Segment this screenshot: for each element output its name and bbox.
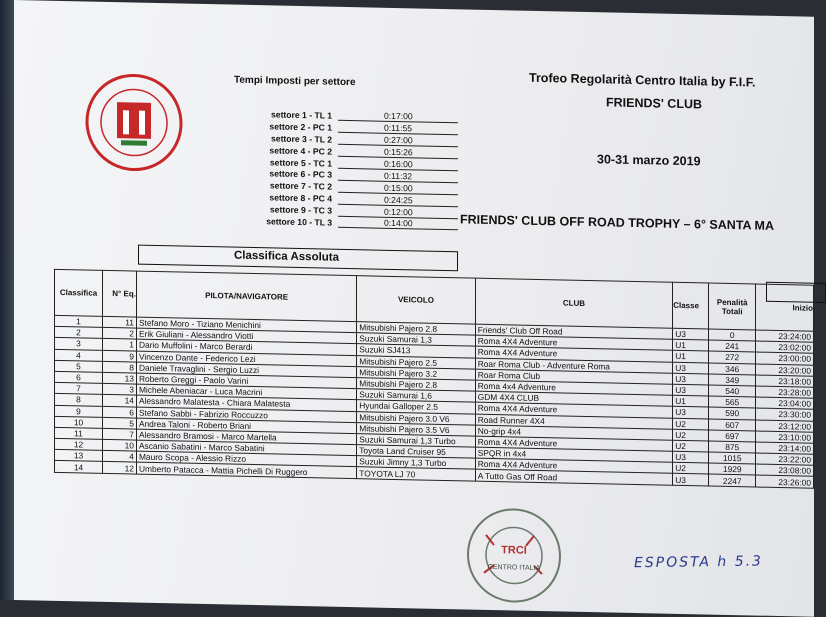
cell-vehicle: Suzuki Samurai 1,3 Turbo [357,434,475,448]
cell-penalty: 590 [709,407,756,419]
cell-club: Roar Roma Club - Adventure Roma [475,358,673,373]
cell-class: U2 [673,429,709,441]
cell-rank: 12 [55,438,103,450]
cell-club: Roma 4X4 Adventure [475,335,673,350]
cell-number: 12 [103,462,137,474]
cell-pilot: Ascanio Sabatini - Marco Sabatini [136,440,356,456]
cell-club: Friends' Club Off Road [475,324,673,339]
cell-number: 2 [103,328,137,340]
fif-logo [84,71,184,173]
cell-rank: 2 [55,327,103,339]
cell-rank: 3 [55,338,103,350]
cell-club: A Tutto Gas Off Road [475,470,673,485]
sector-time: 0:11:55 [338,122,458,136]
cell-pilot: Roberto Greggi - Paolo Varini [136,373,356,389]
cell-club: Roma 4X4 Adventure [475,458,673,473]
organizer-club: FRIENDS' CLUB [606,95,703,112]
sector-label: settore 5 - TC 1 [269,156,332,169]
cell-number: 3 [103,383,137,395]
cell-club: Roar Roma Club [475,369,673,384]
sector-time: 0:17:00 [338,110,458,124]
cell-rank: 7 [55,382,103,394]
cell-vehicle: Suzuki Samurai 1,6 [357,389,475,403]
cell-start: 23:00:00 [756,352,814,364]
cell-vehicle: Mitsubishi Pajero 3.2 [357,366,475,380]
cell-number: 14 [103,395,137,407]
sector-label: settore 1 - TL 1 [271,109,332,121]
cell-penalty: 346 [709,363,756,375]
cell-rank: 13 [55,450,103,462]
cell-penalty: 697 [709,430,756,442]
classification-title: Classifica Assoluta [138,245,458,272]
cell-class: U3 [673,328,709,340]
cell-pilot: Vincenzo Dante - Federico Lezi [136,351,356,367]
cell-pilot: Umberto Patacca - Mattia Pichelli Di Ruggero [136,463,356,479]
cell-penalty: 1015 [709,452,756,464]
cell-class: U2 [673,463,709,475]
cell-vehicle: Mitsubishi Pajero 2.8 [357,322,475,336]
cell-vehicle: Suzuki Jimny 1,3 Turbo [357,456,475,470]
cell-pilot: Dario Muffolini - Marco Berardi [136,339,356,355]
cell-rank: 14 [55,461,103,473]
results-body [55,315,814,488]
cell-rank: 11 [55,427,103,439]
cell-vehicle: Mitsubishi Pajero 2.8 [357,378,475,392]
cell-pilot: Erik Giuliani - Alessandro Viotti [136,328,356,344]
event-dates: 30-31 marzo 2019 [597,152,701,169]
cell-club: Roma 4x4 Adventure [475,380,673,395]
cell-pilot: Alessandro Bramosi - Marco Martella [136,429,356,445]
cell-penalty: 241 [709,340,756,352]
cell-class: U3 [673,362,709,374]
cell-number: 8 [103,361,137,373]
sector-time: 0:12:00 [338,205,458,219]
results-sheet [14,0,814,617]
sector-label: settore 3 - TL 2 [271,133,332,145]
cell-start: 23:20:00 [756,364,814,376]
cell-start: 23:22:00 [756,453,814,465]
cell-vehicle: Mitsubishi Pajero 2.5 [357,355,475,369]
cell-start: 23:30:00 [756,408,814,420]
col-header-penalty: Penalità Totali [709,283,756,330]
cell-class: U3 [673,373,709,385]
cell-number: 13 [103,372,137,384]
sector-time: 0:16:00 [338,158,458,172]
sector-time: 0:15:00 [338,182,458,196]
sector-times-list [254,108,464,231]
cell-vehicle: TOYOTA LJ 70 [357,467,475,481]
cell-class: U1 [673,351,709,363]
cell-number: 5 [103,417,137,429]
cell-rank: 1 [55,315,103,327]
cell-vehicle: Hyundai Galloper 2.5 [357,400,475,414]
cell-club: SPQR in 4x4 [475,447,673,462]
cell-class: U2 [673,440,709,452]
sector-label: settore 10 - TL 3 [266,216,332,228]
cell-penalty: 0 [709,329,756,341]
sector-label: settore 2 - PC 1 [269,121,332,133]
col-header-club: CLUB [475,278,673,328]
cell-class: U3 [673,384,709,396]
cell-number: 7 [103,428,137,440]
cell-penalty: 2247 [709,474,756,486]
sector-time: 0:27:00 [338,134,458,148]
cell-class: U3 [673,451,709,463]
cell-pilot: Alessandro Malatesta - Chiara Malatesta [136,395,356,411]
cell-penalty: 875 [709,441,756,453]
cell-start: 23:24:00 [756,330,814,342]
cell-start: 23:08:00 [756,464,814,476]
cell-number: 10 [103,439,137,451]
cell-pilot: Daniele Travaglini - Sergio Luzzi [136,362,356,378]
cell-penalty: 607 [709,419,756,431]
sector-label: settore 6 - PC 3 [269,168,332,181]
sector-times-title: Tempi Imposti per settore [234,74,356,89]
event-title: FRIENDS' CLUB OFF ROAD TROPHY – 6° SANTA MA [460,212,775,233]
cell-club: Roma 4X4 Adventure [475,402,673,417]
cell-vehicle: Suzuki SJ413 [357,344,475,358]
cell-start: 23:18:00 [756,375,814,387]
sector-time: 0:24:25 [338,193,458,207]
cell-club: Roma 4X4 Adventure [475,436,673,451]
cell-club: Roma 4X4 Adventure [475,347,673,362]
cell-club: Road Runner 4X4 [475,414,673,429]
cell-club: No-grip 4x4 [475,425,673,440]
cell-club: GDM 4X4 CLUB [475,391,673,406]
cell-start: 23:28:00 [756,386,814,398]
cell-start: 23:04:00 [756,397,814,409]
cell-class: U1 [673,395,709,407]
cell-class: U2 [673,418,709,430]
col-header-rank: Classifica [55,269,103,316]
col-header-vehicle: VEICOLO [357,276,475,324]
sector-label: settore 8 - PC 4 [269,192,332,204]
cell-rank: 9 [55,405,103,417]
cell-class: U1 [673,339,709,351]
cell-rank: 5 [55,360,103,372]
cell-penalty: 1929 [709,463,756,475]
cell-penalty: 349 [709,374,756,386]
cell-rank: 6 [55,371,103,383]
cell-start: 23:26:00 [756,475,814,487]
cell-vehicle: Mitsubishi Pajero 3.0 V6 [357,411,475,425]
cell-penalty: 540 [709,385,756,397]
cell-vehicle: Mitsubishi Pajero 3.5 V6 [357,422,475,436]
cell-start: 23:02:00 [756,341,814,353]
col-header-pilot: PILOTA/NAVIGATORE [136,271,356,322]
sector-label: settore 4 - PC 2 [269,144,332,157]
col-header-number: N° Eq. [103,270,137,317]
sector-time: 0:15:26 [338,146,458,160]
cell-pilot: Mauro Scopa - Alessio Rizzo [136,451,356,467]
cell-start: 23:10:00 [756,431,814,443]
cell-vehicle: Toyota Land Cruiser 95 [357,445,475,459]
cell-penalty: 272 [709,351,756,363]
sector-time: 0:11:32 [338,170,458,184]
cell-pilot: Stefano Moro - Tiziano Menichini [136,317,356,333]
col-header-class: Classe [673,282,709,329]
cell-start: 23:14:00 [756,442,814,454]
cell-number: 1 [103,339,137,351]
stamp-center-top: TRCI [501,544,527,557]
sector-label: settore 9 - TC 3 [269,204,332,216]
cell-number: 4 [103,451,137,463]
cell-start: 23:12:00 [756,420,814,432]
cell-penalty: 565 [709,396,756,408]
results-table [54,269,814,489]
cell-class: U3 [673,474,709,486]
sector-time: 0:14:00 [338,217,458,231]
cell-rank: 8 [55,394,103,406]
cell-pilot: Stefano Sabbi - Fabrizio Roccuzzo [136,407,356,423]
handwritten-note: ESPOSTA h 5.3 [633,553,764,572]
cell-number: 11 [103,316,137,328]
cell-rank: 10 [55,416,103,428]
stamp-center-bottom: CENTRO ITALIA [487,563,541,573]
cell-vehicle: Suzuki Samurai 1,3 [357,333,475,347]
col-header-start: Inizio [756,284,814,331]
cell-pilot: Andrea Taloni - Roberto Briani [136,418,356,434]
cell-number: 9 [103,350,137,362]
cell-rank: 4 [55,349,103,361]
sector-label: settore 7 - TC 2 [269,180,332,192]
cell-pilot: Michele Abeniacar - Luca Macrini [136,384,356,400]
trci-stamp [464,504,564,606]
cell-class: U3 [673,407,709,419]
trophy-title: Trofeo Regolarità Centro Italia by F.I.F. [529,70,756,90]
cell-number: 6 [103,406,137,418]
